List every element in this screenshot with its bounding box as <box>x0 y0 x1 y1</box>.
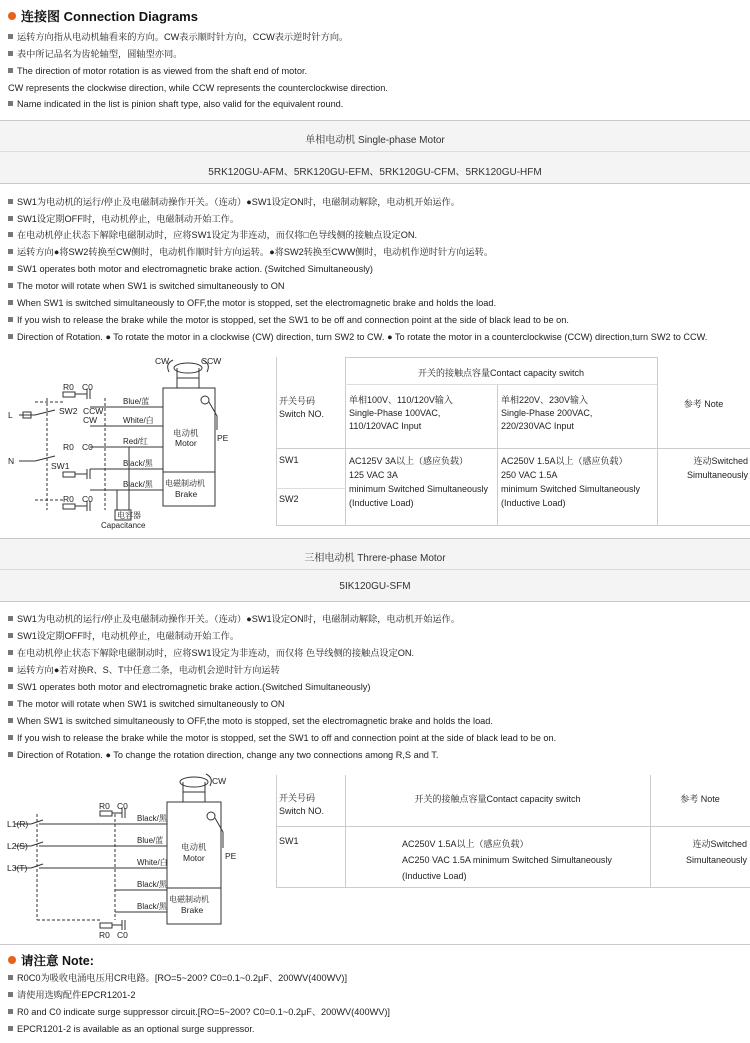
single-table-cell-200v: AC250V 1.5A以上（感应负载） 250 VAC 1.5A minimum Switched Simultaneously (Inductive Load) <box>501 456 641 508</box>
single-phase-wiring-diagram <box>5 350 275 535</box>
attention-title: 请注意 Note: <box>8 951 94 969</box>
square-bullet-icon <box>8 68 13 73</box>
diagram-label-r0: R0 <box>63 494 74 504</box>
divider <box>0 944 750 945</box>
square-bullet-icon <box>8 735 13 740</box>
square-bullet-icon <box>8 684 13 689</box>
note-line: When SW1 is switched simultaneously to OFF,the motor is stopped, set the electromagnetic brake and holds the load. <box>8 297 496 310</box>
square-bullet-icon <box>8 1026 13 1031</box>
square-bullet-icon <box>8 249 13 254</box>
pe-label: PE <box>217 433 229 443</box>
square-bullet-icon <box>8 616 13 621</box>
three-table-cell-capacity: AC250V 1.5A以上（感应负载） AC250 VAC 1.5A minimum Switched Simultaneously (Inductive Load) <box>402 839 612 881</box>
three-table-col3: 参考 Note <box>680 794 720 804</box>
single-table-cell-note: 连动Switched Simultaneously <box>686 456 748 480</box>
square-bullet-icon <box>8 232 13 237</box>
diagram-label-l3: L3(T) <box>7 863 28 873</box>
three-phase-models: 5IK120GU-SFM <box>339 581 411 592</box>
square-bullet-icon <box>8 701 13 706</box>
cap-label-cn: 电容器 <box>117 511 141 520</box>
note-line: SW1为电动机的运行/停止及电磁制动操作开关。（连动）●SW1设定ON时，电磁制动解除，电动机开始运作。 <box>8 613 460 626</box>
square-bullet-icon <box>8 1009 13 1014</box>
three-table-cell-note: 连动Switched Simultaneously <box>685 839 747 865</box>
square-bullet-icon <box>8 650 13 655</box>
three-phase-wiring-diagram <box>5 770 275 942</box>
note-line: SW1 operates both motor and electromagnetic brake action.(Switched Simultaneously) <box>8 681 370 694</box>
divider <box>0 569 750 570</box>
single-table-span-header: 开关的接触点容量Contact capacity switch <box>417 368 585 378</box>
note-line: When SW1 is switched simultaneously to OFF,the moto is stopped, set the electromagnetic brake and holds the load. <box>8 715 493 728</box>
note-line: 在电动机停止状态下解除电磁制动时，应将SW1设定为非连动，而仅将□色导线侧的接触点设定ON. <box>8 229 417 242</box>
single-table-row-sw1: SW1 <box>279 455 299 465</box>
note-line: SW1 operates both motor and electromagnetic brake action. (Switched Simultaneously) <box>8 263 373 276</box>
square-bullet-icon <box>8 718 13 723</box>
single-table-col1: 开关号码 Switch NO. <box>279 396 325 419</box>
note-line: If you wish to release the brake while the motor is stopped, set the SW1 to be off and connection point at the side of black lead to be on. <box>8 314 569 327</box>
note-line: The motor will rotate when SW1 is switched simultaneously to ON <box>8 698 285 711</box>
single-phase-models: 5RK120GU-AFM、5RK120GU-EFM、5RK120GU-CFM、5RK120GU-HFM <box>208 167 542 178</box>
attention-line: R0 and C0 indicate surge suppressor circuit.[RO=5~200? C0=0.1~0.2μF、200WV(400WV)] <box>8 1006 390 1019</box>
diagram-label-r0: R0 <box>99 801 110 811</box>
attention-line: EPCR1201-2 is available as an optional surge suppressor. <box>8 1023 254 1036</box>
intro-line: 表中所记品名为齿轮轴型，圆轴型亦同。 <box>8 48 182 61</box>
diagram-label-l: L <box>8 410 13 420</box>
pe-label: PE <box>225 851 237 861</box>
diagram-label-c0: C0 <box>82 494 93 504</box>
attention-line: 请使用选购配件EPCR1201-2 <box>8 989 135 1002</box>
three-table-row-sw1: SW1 <box>279 836 299 846</box>
brake-label-cn: 电磁制动机 <box>169 895 209 904</box>
divider <box>0 601 750 602</box>
square-bullet-icon <box>8 975 13 980</box>
square-bullet-icon <box>8 101 13 106</box>
wire-label-blue: Blue/蓝 <box>137 836 164 845</box>
single-table-cell-100v: AC125V 3A以上（感应负载） 125 VAC 3A minimum Switched Simultaneously (Inductive Load) <box>349 456 489 508</box>
motor-label-cn: 电动机 <box>173 428 199 438</box>
intro-line: Name indicated in the list is pinion shaft type, also valid for the equivalent round. <box>8 98 343 111</box>
wire-label-black: Black/黑 <box>137 880 167 889</box>
square-bullet-icon <box>8 51 13 56</box>
divider <box>0 183 750 184</box>
single-table-col3: 单相220V、230V输入 Single-Phase 200VAC, 220/230VAC Input <box>501 395 593 431</box>
bullet-dot-icon <box>8 956 16 964</box>
note-line: If you wish to release the brake while the motor is stopped, set the SW1 to off and connection point at the side of black lead to be on. <box>8 732 556 745</box>
diagram-label-c0: C0 <box>117 801 128 811</box>
square-bullet-icon <box>8 266 13 271</box>
note-line: SW1设定期OFF时，电动机停止，电磁制动开始工作。 <box>8 630 239 643</box>
diagram-label-ccw2: CCW <box>83 406 104 416</box>
single-table-row-sw2: SW2 <box>279 494 299 504</box>
brake-label-en: Brake <box>181 905 204 915</box>
square-bullet-icon <box>8 752 13 757</box>
diagram-label-l2: L2(S) <box>7 841 28 851</box>
wire-label-black: Black/黑 <box>123 480 153 489</box>
diagram-label-l1: L1(R) <box>7 819 29 829</box>
diagram-label-c0: C0 <box>82 382 93 392</box>
wire-label-black: Black/黑 <box>123 459 153 468</box>
motor-label-en: Motor <box>175 438 197 448</box>
divider <box>0 151 750 152</box>
diagram-label-cw2: CW <box>83 415 98 425</box>
brake-label-en: Brake <box>175 489 198 499</box>
square-bullet-icon <box>8 633 13 638</box>
diagram-label-c0: C0 <box>117 930 128 940</box>
wire-label-black: Black/黑 <box>137 814 167 823</box>
square-bullet-icon <box>8 992 13 997</box>
diagram-label-sw1: SW1 <box>51 461 70 471</box>
diagram-label-r0: R0 <box>99 930 110 940</box>
three-table-col2: 开关的接触点容量Contact capacity switch <box>414 794 581 804</box>
wire-label-white: White/白 <box>123 416 154 425</box>
diagram-label-ccw: CCW <box>201 356 222 366</box>
motor-label-cn: 电动机 <box>181 842 207 852</box>
single-table-col2: 单相100V、110/120V输入 Single-Phase 100VAC, 110/120VAC Input <box>349 395 453 431</box>
page-title: 连接图 Connection Diagrams <box>8 6 198 25</box>
note-line: 运转方向●若对换R、S、T中任意二条，电动机会逆时针方向运转 <box>8 664 280 677</box>
square-bullet-icon <box>8 334 13 339</box>
wire-label-red: Red/红 <box>123 437 148 446</box>
attention-line: R0C0为吸收电涌电压用CR电路。[RO=5~200? C0=0.1~0.2μF、200WV(400WV)] <box>8 972 347 985</box>
note-line: Direction of Rotation. ● To change the rotation direction, change any two connections among R,S and T. <box>8 749 438 762</box>
diagram-label-cw: CW <box>212 776 227 786</box>
square-bullet-icon <box>8 199 13 204</box>
note-line: 在电动机停止状态下解除电磁制动时，应将SW1设定为非连动，而仅将 色导线侧的接触点设定ON. <box>8 647 414 660</box>
wire-label-white: White/白 <box>137 858 168 867</box>
intro-line: CW represents the clockwise direction, while CCW represents the counterclockwise direction. <box>8 83 388 93</box>
square-bullet-icon <box>8 300 13 305</box>
square-bullet-icon <box>8 667 13 672</box>
intro-line: 运转方向指从电动机轴看来的方向。CW表示顺时针方向，CCW表示逆时针方向。 <box>8 31 348 44</box>
square-bullet-icon <box>8 216 13 221</box>
diagram-label-r0: R0 <box>63 382 74 392</box>
single-phase-title: 单相电动机 Single-phase Motor <box>305 135 445 146</box>
diagram-label-n: N <box>8 456 15 466</box>
square-bullet-icon <box>8 34 13 39</box>
wire-label-blue: Blue/蓝 <box>123 397 150 406</box>
three-phase-title: 三相电动机 Threre-phase Motor <box>304 553 446 564</box>
motor-label-en: Motor <box>183 853 205 863</box>
note-line: SW1为电动机的运行/停止及电磁制动操作开关。（连动）●SW1设定ON时，电磁制动解除，电动机开始运作。 <box>8 196 460 209</box>
note-line: Direction of Rotation. ● To rotate the motor in a clockwise (CW) direction, turn SW2 to CW. ● To rotate the motor in a counterclockwise (CCW) direction,turn SW2 to CCW. <box>8 331 707 344</box>
note-line: SW1设定期OFF时，电动机停止，电磁制动开始工作。 <box>8 213 239 226</box>
single-table-col4: 参考 Note <box>683 399 724 409</box>
diagram-label-r0: R0 <box>63 442 74 452</box>
diagram-label-cw: CW <box>155 356 170 366</box>
diagram-label-c0: C0 <box>82 442 93 452</box>
note-line: The motor will rotate when SW1 is switched simultaneously to ON <box>8 280 285 293</box>
bullet-dot-icon <box>8 12 16 20</box>
wire-label-black: Black/黑 <box>137 902 167 911</box>
square-bullet-icon <box>8 317 13 322</box>
diagram-label-sw2: SW2 <box>59 406 78 416</box>
three-table-col1: 开关号码 Switch NO. <box>279 793 325 816</box>
cap-label-en: Capacitance <box>101 521 146 530</box>
intro-line: The direction of motor rotation is as viewed from the shaft end of motor. <box>8 65 307 78</box>
note-line: 运转方向●将SW2转换至CW侧时，电动机作顺时针方向运转。●将SW2转换至CWW侧时，电动机作逆时针方向运转。 <box>8 246 493 259</box>
square-bullet-icon <box>8 283 13 288</box>
brake-label-cn: 电磁制动机 <box>165 479 205 488</box>
